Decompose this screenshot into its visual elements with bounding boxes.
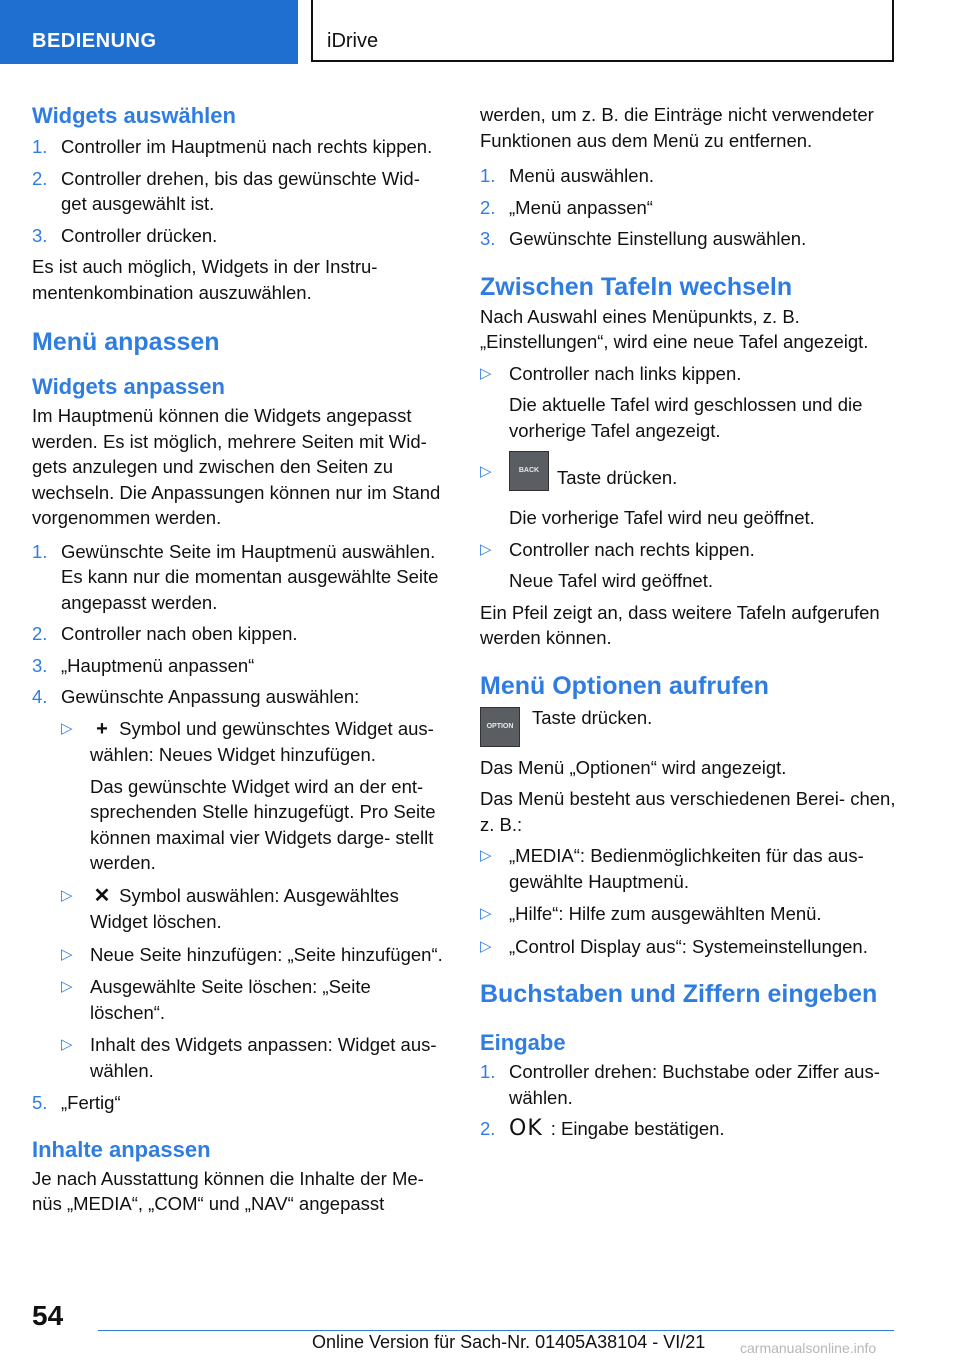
step-text: Controller drehen, bis das gewünschte Wid‐ get ausgewählt ist. <box>61 167 420 214</box>
step-text: Controller drehen: Buchstabe oder Ziffer aus‐ wählen. <box>509 1061 880 1108</box>
plus-icon: + <box>96 717 108 740</box>
ok-icon: OK <box>509 1116 543 1141</box>
step-number: 5. <box>32 1092 48 1113</box>
step-number: 2. <box>480 1118 496 1139</box>
bullet-note: Die aktuelle Tafel wird geschlossen und die vorherige Tafel angezeigt. <box>509 394 863 441</box>
list-item <box>480 537 896 594</box>
bullet-note: Neue Tafel wird geöffnet. <box>509 570 713 591</box>
bullet-text: „Hilfe“: Hilfe zum ausgewählten Menü. <box>509 903 822 924</box>
step-text: „Menü anpassen“ <box>509 196 653 218</box>
bullet-note: Das gewünschte Widget wird an der ent‐ sprechenden Stelle hinzugefügt. Pro Seite können maximal vier Widgets darge‐ stellt werden. <box>90 775 436 873</box>
header-section-tab <box>0 0 298 64</box>
bullet-triangle-icon: ▷ <box>480 364 492 382</box>
bullet-triangle-icon: ▷ <box>480 463 492 480</box>
option-button-icon: OPTION <box>480 707 520 747</box>
step-number: 3. <box>32 224 48 246</box>
heading-menu-adapt: Menü anpassen <box>32 328 220 356</box>
bullet-triangle-icon: ▷ <box>61 945 73 963</box>
header-chapter-box <box>311 0 894 62</box>
bullet-text: Inhalt des Widgets anpassen: Widget aus‐ wählen. <box>90 1034 437 1081</box>
paragraph-options-areas: Das Menü besteht aus verschiedenen Berei‐ chen, z. B.: <box>480 788 896 835</box>
paragraph-options-shown: Das Menü „Optionen“ wird angezeigt. <box>480 756 787 778</box>
heading-letters: Buchstaben und Ziffern eingeben <box>480 980 878 1008</box>
steps-input <box>480 1059 896 1142</box>
option-key-text: Taste drücken. <box>532 706 653 728</box>
paragraph-switch-panels: Nach Auswahl eines Menüpunkts, z. B. „Einstellungen“, wird eine neue Tafel angezeigt. <box>480 305 869 352</box>
delete-x-icon: ✕ <box>93 884 111 907</box>
list-item <box>480 843 896 894</box>
list-item <box>32 134 448 160</box>
heading-content-adapt: Inhalte anpassen <box>32 1136 211 1162</box>
list-item <box>480 195 896 221</box>
paragraph-continued: werden, um z. B. die Einträge nicht verwendeter Funktionen aus dem Menü zu entfernen. <box>480 104 874 151</box>
paragraph-widgets-adapt: Im Hauptmenü können die Widgets angepasst werden. Es ist möglich, mehrere Seiten mit Wid‐ gets anzulegen und zwischen den Seiten zu wechseln. Die Anpassungen können nur im Stand vorgenommen werden. <box>32 405 441 528</box>
step-text: Menü auswählen. <box>509 165 655 186</box>
page-number: 54 <box>32 1300 64 1331</box>
step-number: 4. <box>32 686 48 707</box>
step-number: 1. <box>32 540 48 562</box>
header-chapter-label: iDrive <box>327 30 379 52</box>
bullet-text: „Control Display aus“: Systemeinstellungen. <box>509 935 868 957</box>
list-item <box>480 459 896 531</box>
step-number: 1. <box>480 1061 496 1082</box>
step-text: : Eingabe bestätigen. <box>550 1118 725 1139</box>
paragraph-instrument-cluster: Es ist auch möglich, Widgets in der Instru‐ mentenkombination auszuwählen. <box>32 256 378 303</box>
steps-widgets-select <box>32 134 448 248</box>
step-text: „Fertig“ <box>61 1092 121 1113</box>
step-number: 1. <box>480 165 496 186</box>
step-text: Controller drücken. <box>61 224 218 246</box>
bullet-triangle-icon: ▷ <box>480 540 492 558</box>
step-number: 1. <box>32 136 48 157</box>
steps-widgets-adapt <box>32 539 448 710</box>
list-item <box>61 974 448 1025</box>
steps-widgets-adapt-end <box>32 1090 448 1116</box>
list-item <box>32 539 448 616</box>
watermark: carmanualsonline.info <box>740 1340 877 1356</box>
back-button-icon: BACK <box>509 451 549 491</box>
bullet-text: Taste drücken. <box>557 466 678 488</box>
heading-switch-panels: Zwischen Tafeln wechseln <box>480 272 793 301</box>
bullet-text: Controller nach rechts kippen. <box>509 538 755 560</box>
paragraph-content-adapt: Je nach Ausstattung können die Inhalte der Me‐ nüs „MEDIA“, „COM“ und „NAV“ angepasst <box>32 1167 424 1214</box>
bullet-text: Symbol und gewünschtes Widget aus‐ wählen: Neues Widget hinzufügen. <box>90 717 434 765</box>
bullet-text: Neue Seite hinzufügen: „Seite hinzufügen“. <box>90 943 443 965</box>
bullet-text: Ausgewählte Seite löschen: „Seite löschen“. <box>90 976 371 1023</box>
bullets-switch <box>480 361 896 594</box>
list-item <box>32 223 448 249</box>
heading-input: Eingabe <box>480 1030 566 1055</box>
list-item <box>480 1116 896 1142</box>
list-item <box>32 684 448 710</box>
bullet-text: Symbol auswählen: Ausgewähltes Widget löschen. <box>90 884 399 932</box>
heading-options: Menü Optionen aufrufen <box>480 671 769 700</box>
bullet-triangle-icon: ▷ <box>61 1036 73 1053</box>
header-section-label: BEDIENUNG <box>32 30 157 52</box>
step-text: Controller nach oben kippen. <box>61 623 298 644</box>
list-item <box>480 361 896 444</box>
step-number: 3. <box>480 228 496 249</box>
step-text: Controller im Hauptmenü nach rechts kippen. <box>61 136 433 157</box>
step-number: 2. <box>32 167 48 189</box>
list-item <box>480 226 896 252</box>
bullet-triangle-icon: ▷ <box>61 719 73 737</box>
bullet-triangle-icon: ▷ <box>61 886 73 904</box>
bullet-triangle-icon: ▷ <box>61 978 73 995</box>
list-item <box>32 621 448 647</box>
list-item <box>32 1090 448 1116</box>
heading-widgets-adapt: Widgets anpassen <box>32 374 225 399</box>
footer-text: Online Version für Sach-Nr. 01405A38104 - VI/21 <box>312 1332 706 1352</box>
list-item <box>61 883 448 935</box>
option-key-row <box>480 705 896 749</box>
heading-widgets-select: Widgets auswählen <box>32 103 236 128</box>
step-number: 3. <box>32 654 48 676</box>
bullet-text: Controller nach links kippen. <box>509 362 742 384</box>
list-item <box>32 653 448 679</box>
bullets-adapt-options <box>61 716 448 1084</box>
bullet-triangle-icon: ▷ <box>480 937 492 955</box>
list-item <box>61 942 448 968</box>
steps-menu-adapt <box>480 163 896 252</box>
bullet-note: Die vorherige Tafel wird neu geöffnet. <box>509 507 815 528</box>
bullet-triangle-icon: ▷ <box>480 905 492 922</box>
list-item <box>480 934 896 960</box>
bullets-options <box>480 843 896 959</box>
list-item <box>61 716 448 876</box>
step-text: Gewünschte Einstellung auswählen. <box>509 228 807 249</box>
bullet-triangle-icon: ▷ <box>480 847 492 864</box>
step-number: 2. <box>32 623 48 644</box>
footer-divider <box>98 1330 894 1331</box>
step-text: „Hauptmenü anpassen“ <box>61 654 255 676</box>
step-text: Gewünschte Seite im Hauptmenü auswählen. Es kann nur die momentan ausgewählte Seite angepasst werden. <box>61 540 439 613</box>
list-item <box>32 166 448 217</box>
list-item <box>480 901 896 927</box>
step-number: 2. <box>480 196 496 218</box>
list-item <box>480 163 896 189</box>
right-column <box>480 102 896 1142</box>
list-item <box>480 1059 896 1110</box>
list-item <box>61 1032 448 1083</box>
paragraph-arrow: Ein Pfeil zeigt an, dass weitere Tafeln aufgerufen werden können. <box>480 601 880 648</box>
left-column <box>32 102 448 1217</box>
bullet-text: „MEDIA“: Bedienmöglichkeiten für das aus‐ gewählte Hauptmenü. <box>509 845 864 892</box>
step-text: Gewünschte Anpassung auswählen: <box>61 686 360 707</box>
